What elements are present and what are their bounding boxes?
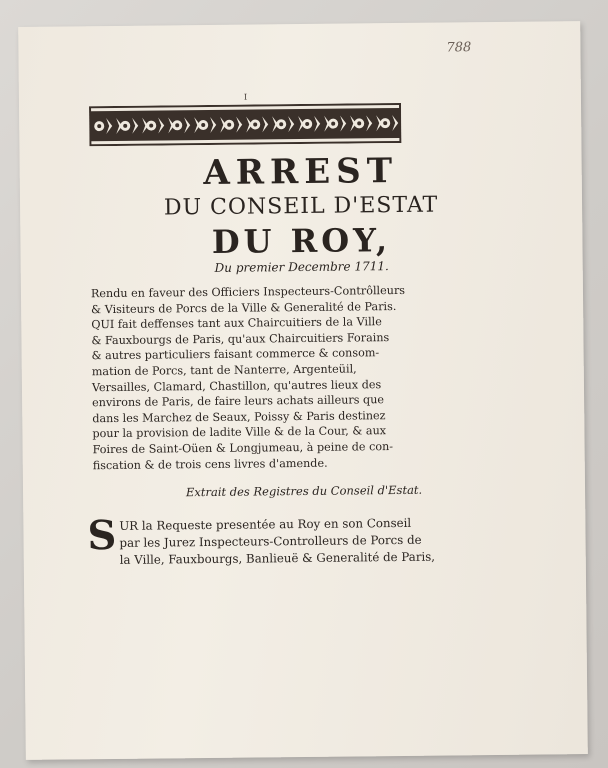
decree-summary: [91, 282, 495, 473]
summary-line: Versailles, Clamard, Chastillon, qu'autres lieux des: [91, 377, 382, 394]
registry-extract: Extrait des Registres du Conseil d'Estat.: [185, 482, 423, 500]
summary-line: Foires de Saint-Oüen & Longjumeau, à peine de con-: [92, 439, 394, 457]
title-conseil: DU CONSEIL D'ESTAT: [163, 192, 439, 221]
title-roy: DU ROY,: [211, 221, 392, 261]
summary-line: QUI fait deffenses tant aux Chaircuitiers de la Ville: [91, 315, 382, 332]
drop-cap: S: [87, 511, 117, 560]
document-page: [18, 21, 588, 760]
page-mark: I: [243, 92, 248, 102]
summary-line: & Visiteurs de Porcs de la Ville & Generalité de Paris.: [91, 299, 397, 316]
body-line: UR la Requeste presentée au Roy en son Conseil: [119, 515, 412, 533]
body-line: la Ville, Fauxbourgs, Banlieuë & Generalité de Paris,: [119, 549, 436, 567]
body-line: par les Jurez Inspecteurs-Controlleurs de Porcs de: [119, 532, 422, 550]
title-arrest: ARREST: [203, 150, 399, 194]
summary-line: fiscation & de trois cens livres d'amende.: [92, 456, 328, 472]
decorative-ornament-band: [89, 103, 401, 146]
decree-date: Du premier Decembre 1711.: [214, 259, 389, 275]
body-text: [87, 511, 500, 569]
summary-line: pour la provision de ladite Ville & de la Cour, & aux: [92, 424, 387, 441]
summary-line: & autres particuliers faisant commerce & consom-: [91, 346, 380, 363]
summary-line: mation de Porcs, tant de Nanterre, Argenteüil,: [91, 362, 357, 379]
summary-line: environs de Paris, de faire leurs achats ailleurs que: [92, 393, 385, 410]
manuscript-number: 788: [446, 40, 472, 56]
summary-line: dans les Marchez de Seaux, Poissy & Paris destinez: [92, 408, 386, 425]
summary-line: Rendu en faveur des Officiers Inspecteurs-Contrôlleurs: [90, 283, 406, 301]
summary-line: & Fauxbourgs de Paris, qu'aux Chaircuitiers Forains: [91, 330, 390, 347]
